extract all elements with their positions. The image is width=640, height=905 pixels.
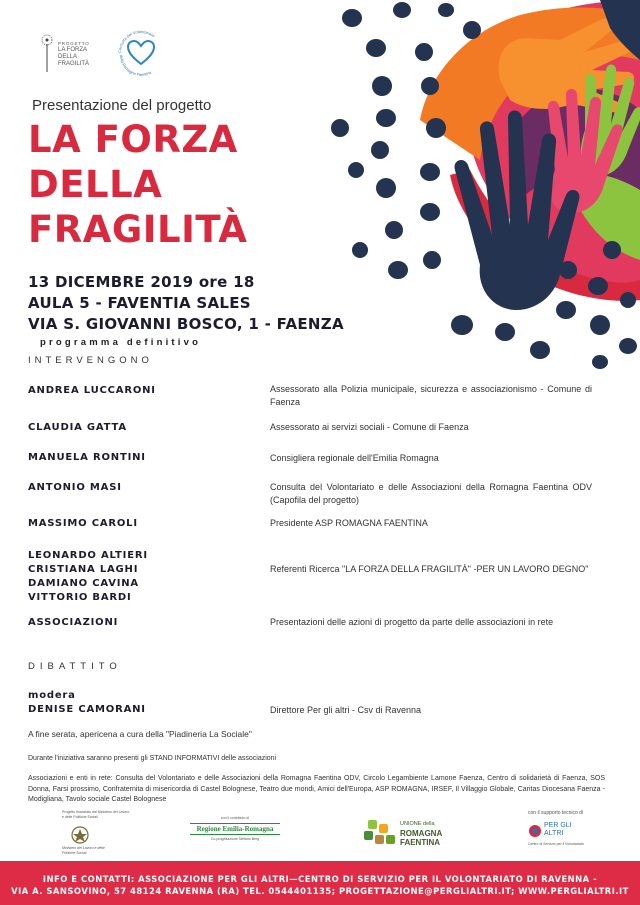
event-info (28, 272, 344, 335)
speaker-role: Presidente ASP ROMAGNA FAENTINA (270, 518, 428, 528)
speaker-role: Assessorato ai servizi sociali - Comune di Faenza (270, 422, 469, 432)
project-logo (36, 30, 106, 76)
sponsor-logos (0, 808, 640, 860)
dandelion-icon (40, 32, 54, 72)
page-title (28, 117, 247, 252)
speaker-name: ANTONIO MASI (28, 482, 122, 493)
speaker-role: Assessorato alla Polizia municipale, sicurezza e associazionismo - Comune di Faenza (270, 384, 592, 407)
dibattito-label: DIBATTITO (28, 661, 122, 672)
speaker-name: ANDREA LUCCARONI (28, 385, 156, 396)
title-line: LA FORZA (28, 118, 238, 161)
footer-contact (0, 861, 640, 905)
moderator-name: modera DENISE CAMORANI (28, 690, 146, 715)
emblem-icon (70, 824, 90, 846)
event-date: 13 DICEMBRE 2019 ore 18 (28, 273, 255, 291)
speaker-name: MASSIMO CAROLI (28, 518, 138, 529)
moderator-role: Direttore Per gli altri - Csv di Ravenna (270, 705, 422, 715)
associazioni-note: Associazioni e enti in rete: Consulta del Volontariato e delle Associazioni della Romagna Faentina ODV, Circolo Legambiente Lamone Faenza, Centro di solidarietà di Faenza, SOS Donna, Farsi prossimo, Confraternita di misericordia di Castel Bolognese, Teatro due mondi, Amici dell'Europa, ASP ROMAGNA, IRSEF, Il Villaggio Globale, Caritas Diocesana Faenza - Modigliana, Tavolo sociale Castel Bolognese (28, 775, 605, 803)
title-line: DELLA (28, 163, 163, 206)
speaker-role: Presentazioni delle azioni di progetto da parte delle associazioni in rete (270, 617, 554, 627)
unione-mark-icon (362, 818, 398, 850)
speaker-name: MANUELA RONTINI (28, 452, 146, 463)
speaker-role: Consigliera regionale dell'Emilia Romagna (270, 453, 439, 463)
speaker-role: Consulta del Volontariato e delle Associazioni della Romagna Faentina ODV (Capofila del progetto) (270, 482, 592, 505)
csv-logo: con il supporto tecnico di PER GLI ALTRI Centro di Servizio per il Volontariato (528, 810, 584, 846)
unione-logo: UNIONE della ROMAGNA FAENTINA (362, 818, 462, 852)
event-room: AULA 5 - FAVENTIA SALES (28, 294, 251, 312)
footer-line: VIA A. SANSOVINO, 57 48124 RAVENNA (RA) TEL. 0544401135; PROGETTAZIONE@PERGLIALTRI.IT; WWW.PERGLIALTRI.IT (11, 886, 629, 896)
speaker-name: LEONARDO ALTIERI CRISTIANA LAGHI DAMIANO CAVINA VITTORIO BARDI (28, 550, 148, 603)
ministero-logo: Progetto finanziato dal Ministero del Lavoro e delle Politiche Sociali Ministero del Lavoro e delle Politiche Sociali (62, 810, 130, 855)
consulta-logo (112, 24, 170, 82)
project-logo-text: PROGETTO LA FORZA DELLA FRAGILITÀ (58, 41, 90, 67)
programma-label: programma definitivo (40, 337, 202, 348)
title-line: FRAGILITÀ (28, 208, 248, 251)
footer-line: INFO E CONTATTI: ASSOCIAZIONE PER GLI ALTRI—CENTRO DI SERVIZIO PER IL VOLONTARIATO DI RAVENNA - (42, 874, 598, 884)
aperitivo-note: A fine serata, apericena a cura della "Piadineria La Sociale" (28, 729, 252, 739)
event-address: VIA S. GIOVANNI BOSCO, 1 - FAENZA (28, 315, 344, 333)
speaker-name: ASSOCIAZIONI (28, 617, 119, 628)
intervengono-label: INTERVENGONO (28, 355, 153, 366)
regione-logo: con il contributo di Regione Emilia-Romagna Co-progettazione Stefano Berg (190, 816, 280, 841)
svg-text:della Romagna Faentina: della Romagna Faentina (118, 54, 152, 78)
heart-icon (128, 41, 154, 64)
speaker-role: Referenti Ricerca "LA FORZA DELLA FRAGILITÀ" -PER UN LAVORO DEGNO" (270, 564, 589, 574)
intro-text: Presentazione del progetto (32, 97, 212, 114)
speaker-name: CLAUDIA GATTA (28, 422, 127, 433)
svg-text:Consulta del Volontariato: Consulta del Volontariato (116, 28, 156, 54)
stand-note: Durante l'iniziativa saranno presenti gli STAND INFORMATIVI delle associazioni (28, 755, 277, 762)
csv-mark-icon (528, 824, 542, 838)
